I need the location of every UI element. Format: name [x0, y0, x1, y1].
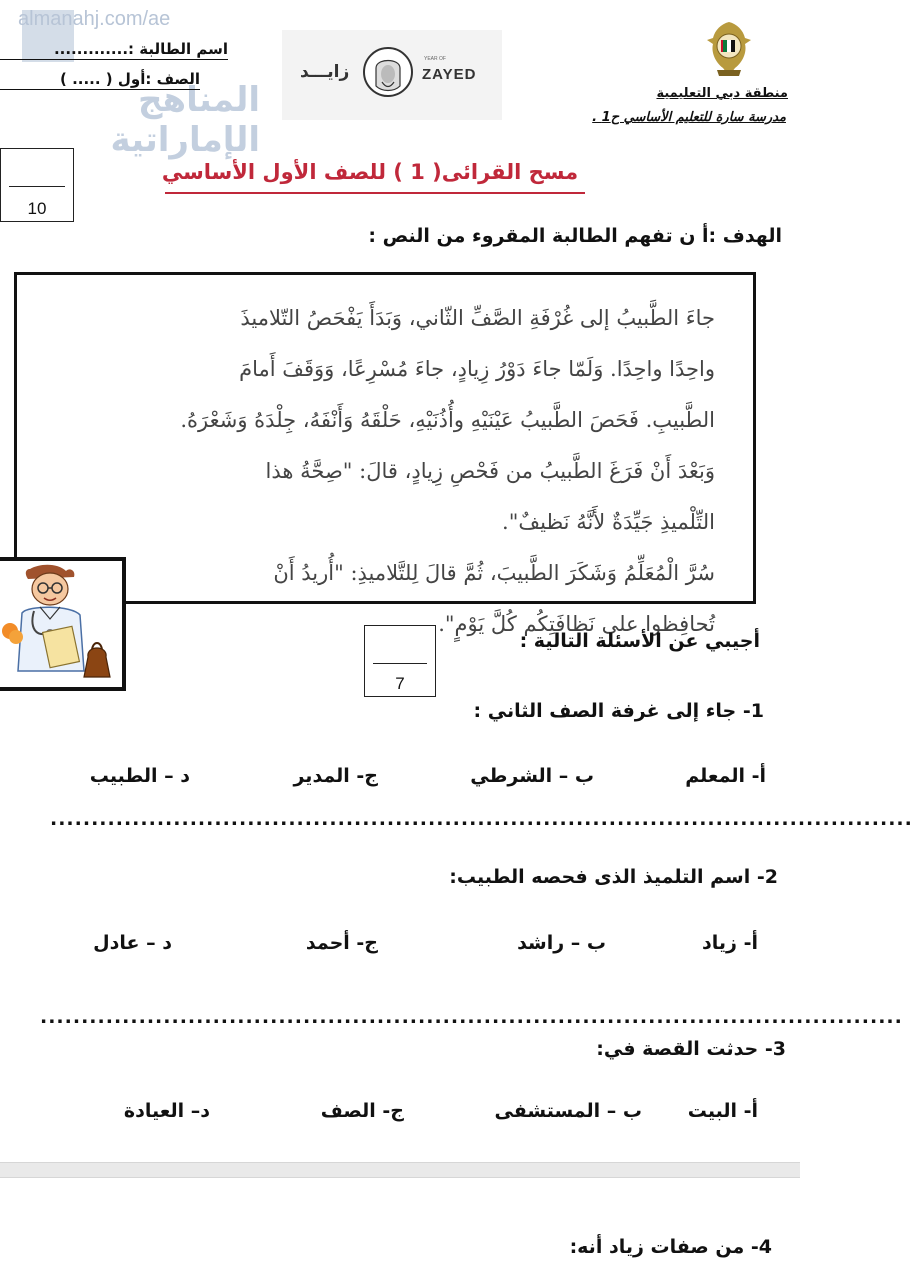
q3-option-c[interactable]: ج- الصف — [320, 1100, 404, 1122]
q3-option-a[interactable]: أ- البيت — [687, 1100, 758, 1122]
passage-line: سُرَّ الْمُعَلِّمُ وَشَكَرَ الطَّبيبَ، ثُمَّ قالَ لِلتَّلاميذِ: "أُريدُ أَنْ — [273, 561, 715, 585]
passage-line: تُحافِظوا على نَظافَتِكُم كُلَّ يَوْمٍ". — [438, 612, 715, 636]
passage-line: جاءَ الطَّبيبُ إلى غُرْفَةِ الصَّفِّ الثّاني، وَبَدَأَ يَفْحَصُ التّلاميذَ — [240, 306, 715, 330]
student-grade-field[interactable]: الصف :أول ( ..... ) — [0, 70, 200, 90]
page-separator — [0, 1162, 800, 1178]
student-name-field[interactable]: اسم الطالبة :............. — [0, 40, 228, 60]
reading-passage — [14, 272, 756, 636]
q1-option-d[interactable]: د – الطبيب — [89, 765, 190, 787]
answer-line[interactable]: ......................................................................................................... — [40, 1006, 903, 1028]
q1-option-c[interactable]: ج- المدير — [293, 765, 378, 787]
watermark-url[interactable]: almanahj.com/ae — [18, 8, 171, 30]
q3-option-b[interactable]: ب – المستشفى — [494, 1100, 642, 1122]
passage-line: وَبَعْدَ أَنْ فَرَغَ الطَّبيبُ من فَحْصِ زِيادٍ، قالَ: "صِحَّةُ هذا — [265, 459, 715, 483]
doctor-illustration-frame — [0, 557, 126, 691]
q2-option-a[interactable]: أ- زياد — [702, 932, 758, 954]
doctor-icon — [0, 561, 122, 687]
watermark-brand: المناهج الإماراتية — [110, 80, 260, 160]
school-name: مدرسة سارة للتعليم الأساسي ح1 . — [592, 110, 786, 125]
passage-line: التِّلْميذِ جَيِّدَةٌ لأَنَّهُ نَظيفٌ". — [502, 510, 715, 534]
q3-option-d[interactable]: د– العيادة — [123, 1100, 210, 1122]
section-score-box — [364, 625, 436, 697]
section-score-value: 7 — [395, 674, 405, 693]
total-score-box — [0, 148, 74, 222]
goal-statement: الهدف :أ ن تفهم الطالبة المقروء من النص : — [368, 225, 782, 247]
q2-option-d[interactable]: د – عادل — [93, 932, 172, 954]
zayed-portrait-icon — [362, 46, 414, 98]
logo-arabic-text: زايـــد — [300, 62, 350, 82]
logo-english-text: ZAYED — [422, 66, 477, 83]
instructions: أجيبي عن الأسئلة التالية : — [519, 630, 760, 652]
page-title: مسح القرائى( 1 ) للصف الأول الأساسي — [161, 160, 579, 184]
passage-line: الطَّبيبِ. فَحَصَ الطَّبيبُ عَيْنَيْهِ وأُذُنَيْهِ، حَلْقَهُ وَأَنْفَهُ، جِلْدَهُ وَشَعْرَهُ. — [180, 408, 715, 432]
question-2: 2- اسم التلميذ الذى فحصه الطبيب: — [449, 866, 778, 888]
score-divider — [9, 186, 65, 187]
logo-year-of: YEAR OF — [424, 56, 446, 62]
page-sheet-next — [0, 1178, 800, 1280]
q1-option-a[interactable]: أ- المعلم — [685, 765, 766, 787]
q2-option-c[interactable]: ج- أحمد — [305, 932, 378, 954]
authority-name: منطقة دبي التعليمية — [656, 86, 788, 101]
passage-text — [53, 293, 715, 650]
question-1: 1- جاء إلى غرفة الصف الثاني : — [473, 700, 764, 722]
q1-option-b[interactable]: ب – الشرطي — [470, 765, 594, 787]
score-divider — [373, 663, 427, 664]
uae-emblem-icon — [703, 18, 755, 80]
title-underline — [165, 192, 585, 194]
question-4: 4- من صفات زياد أنه: — [569, 1236, 772, 1258]
answer-line[interactable]: ......................................................................................................... — [50, 808, 913, 830]
q2-option-b[interactable]: ب – راشد — [517, 932, 606, 954]
passage-line: واحِدًا واحِدًا. وَلَمّا جاءَ دَوْرُ زِيادٍ، جاءَ مُسْرِعًا، وَوَقَفَ أَمامَ — [239, 357, 715, 381]
total-score-value: 10 — [27, 199, 47, 218]
question-3: 3- حدثت القصة في: — [596, 1038, 786, 1060]
